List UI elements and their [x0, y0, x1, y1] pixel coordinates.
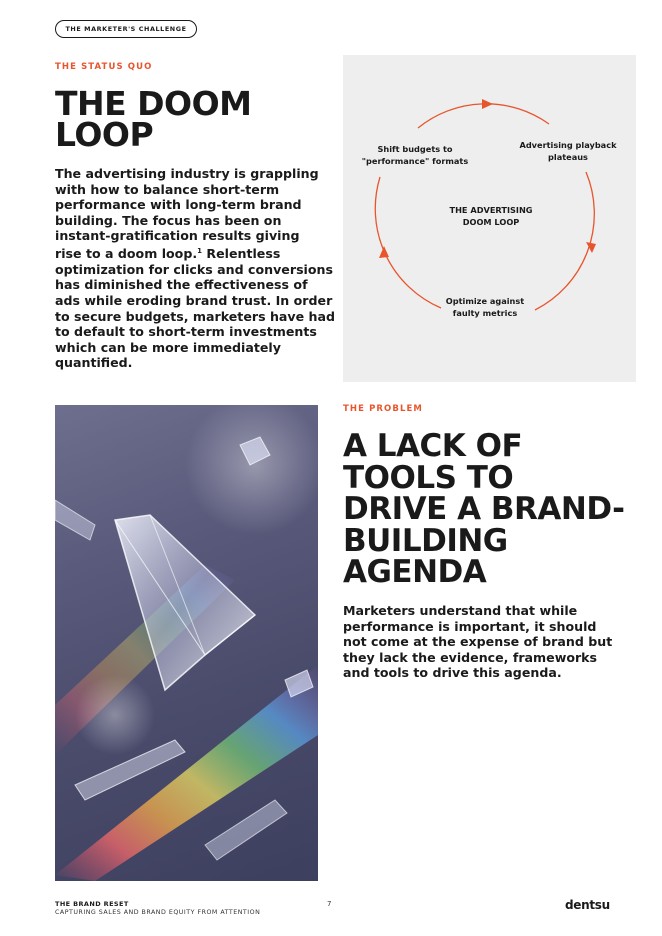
body-line-text: rise to a doom loop.: [55, 246, 198, 262]
body-line: to secure budgets, marketers have had: [55, 308, 336, 324]
body-line: not come at the expense of brand but: [343, 634, 613, 650]
prism-illustration: [55, 405, 318, 881]
body-line: performance with long-term brand: [55, 197, 302, 213]
cycle-arc-left: [375, 177, 441, 308]
body-line: instant-gratification results giving: [55, 228, 300, 244]
stage-line: Advertising playback: [519, 140, 617, 150]
body-line: Marketers understand that while: [343, 603, 578, 618]
arrowhead-top-icon: [482, 99, 493, 109]
body-line: performance is important, it should: [343, 618, 597, 634]
cycle-arc-right: [535, 172, 594, 310]
doom-loop-title: [55, 84, 252, 154]
body-line: building. The focus has been on: [55, 212, 282, 228]
section-badge: THE MARKETER'S CHALLENGE: [55, 20, 197, 38]
status-quo-body: [55, 166, 335, 371]
title-line: LOOP: [55, 115, 154, 154]
title-line: BUILDING: [343, 522, 508, 559]
prism-photo: [55, 405, 318, 881]
diagram-center-line: THE ADVERTISING: [449, 205, 533, 215]
body-line: they lack the evidence, frameworks: [343, 649, 598, 665]
stage-playback-plateaus: [513, 139, 623, 163]
diagram-center-line: DOOM LOOP: [462, 217, 520, 227]
body-line: which can be more immediately: [55, 339, 281, 355]
light-glow: [185, 405, 318, 535]
body-line: [55, 244, 335, 262]
body-line: to default to short-term investments: [55, 324, 317, 340]
footer-title: THE BRAND RESET: [55, 900, 129, 908]
glass-rod: [205, 800, 287, 860]
title-line: A LACK OF: [343, 428, 523, 464]
body-line: with how to balance short-term: [55, 181, 280, 197]
glass-rod: [55, 500, 95, 540]
body-line: optimization for clicks and conversions: [55, 261, 333, 277]
arrowhead-left-icon: [379, 246, 389, 258]
footnote-marker: 1: [197, 246, 203, 255]
status-quo-kicker: THE STATUS QUO: [55, 62, 153, 72]
page-number: 7: [327, 900, 332, 908]
body-line: quantified.: [55, 355, 133, 371]
doom-loop-diagram: [343, 55, 636, 382]
dentsu-logo: dentsu: [565, 898, 610, 912]
body-line: The advertising industry is grappling: [55, 166, 319, 181]
title-line: AGENDA: [343, 554, 487, 590]
diagram-center-label: [441, 204, 541, 228]
body-line: has diminished the effectiveness of: [55, 277, 308, 293]
body-line: ads while eroding brand trust. In order: [55, 292, 333, 308]
title-line: TOOLS TO: [343, 459, 514, 496]
body-line-tail: Relentless: [202, 246, 281, 262]
problem-body: [343, 603, 612, 681]
body-line: and tools to drive this agenda.: [343, 665, 562, 681]
stage-optimize-metrics: [435, 295, 535, 319]
stage-line: Optimize against: [445, 296, 525, 306]
problem-kicker: THE PROBLEM: [343, 404, 423, 414]
problem-title: [343, 428, 625, 590]
light-glow: [75, 675, 155, 755]
title-line: DRIVE A BRAND-: [343, 491, 625, 527]
stage-line: "performance" formats: [361, 156, 469, 166]
stage-shift-budgets: [355, 143, 475, 167]
footer-subtitle: CAPTURING SALES AND BRAND EQUITY FROM ATTENTION: [55, 909, 261, 916]
title-line: THE DOOM: [55, 84, 252, 123]
stage-line: plateaus: [548, 152, 588, 162]
stage-line: faulty metrics: [452, 308, 518, 318]
stage-line: Shift budgets to: [377, 144, 453, 154]
